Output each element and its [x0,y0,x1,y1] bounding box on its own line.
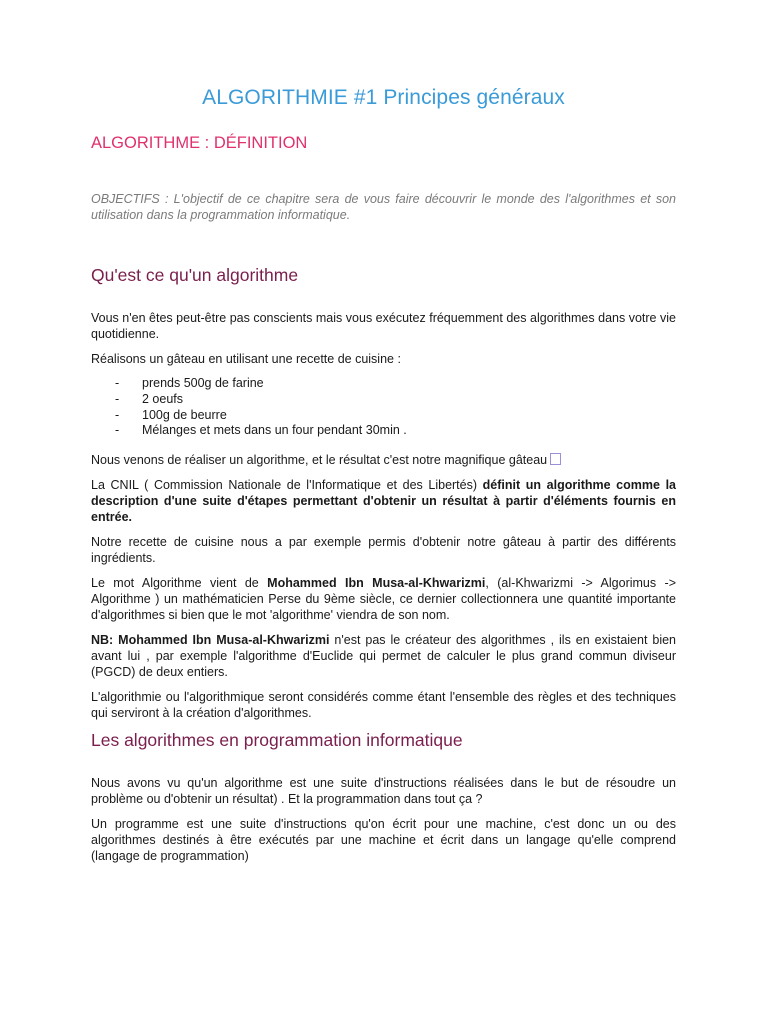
paragraph-text: Le mot Algorithme vient de [91,576,268,591]
list-item-text: 100g de beurre [142,407,227,422]
paragraph-text: La CNIL ( Commission Nationale de l'Informatique et des Libertés) [91,478,483,493]
list-dash: - [115,391,120,406]
list-item [115,423,676,439]
paragraph: Nous avons vu qu'un algorithme est une suite d'instructions réalisées dans le but de résoudre un problème ou d'obtenir un résultat) . Et la programmation dans tout ça ? [91,776,676,807]
page-title: ALGORITHMIE #1 Principes généraux [202,86,565,109]
list-item [115,408,676,424]
objectives-text: OBJECTIFS : L'objectif de ce chapitre sera de vous faire découvrir le monde des l'algorithmes et son utilisation dans la programmation informatique. [91,192,676,222]
bold-note: NB: Mohammed Ibn Musa-al-Khwarizmi [91,633,330,648]
paragraph: L'algorithmie ou l'algorithmique seront considérés comme étant l'ensemble des règles et des techniques qui serviront à la création d'algorithmes. [91,690,676,721]
paragraph: Réalisons un gâteau en utilisant une recette de cuisine : [91,352,401,366]
paragraph [91,452,676,468]
paragraph [91,632,676,680]
bold-definition: définit un algorithme comme la description d'une suite d'étapes permettant d'obtenir un résultat à partir d'éléments fournis en entrée. [91,478,677,525]
document-content [91,86,676,873]
bold-name: Mohammed Ibn Musa-al-Khwarizmi [267,576,486,591]
paragraph-text: Nous venons de réaliser un algorithme, et le résultat c'est notre magnifique gâteau [91,453,548,468]
recipe-list [91,376,676,439]
list-dash: - [115,376,120,390]
page-subtitle: ALGORITHME : DÉFINITION [91,134,308,152]
list-item-text: prends 500g de farine [142,376,264,390]
paragraph [91,477,676,525]
list-item [115,392,676,408]
paragraph-text: n'est pas le créateur des algorithmes , ils en existaient bien avant lui , par exemple l'algorithme d'Euclide qui permet de calculer le plus grand commun diviseur (PGCD) de deux entiers. [91,633,677,680]
paragraph-text: , (al-Khwarizmi -> Algorimus -> Algorithme ) un mathématicien Perse du 9ème siècle, ce dernier collectionnera une quantité importante d'algorithmes si bien que le mot 'algorithme' viendra de son nom. [91,576,677,623]
placeholder-box-icon [550,453,561,465]
paragraph [91,575,676,623]
section-heading-programming: Les algorithmes en programmation informatique [91,730,463,751]
list-item-text: 2 oeufs [142,391,184,406]
section-heading-what-is-algorithm: Qu'est ce qu'un algorithme [91,265,299,285]
paragraph: Notre recette de cuisine nous a par exemple permis d'obtenir notre gâteau à partir des différents ingrédients. [91,535,676,566]
paragraph: Un programme est une suite d'instructions qu'on écrit pour une machine, c'est donc un ou des algorithmes destinés à être exécutés par une machine et écrit dans un langage qu'elle comprend (langage de programmation) [91,817,676,864]
list-dash: - [115,407,120,422]
list-item [115,376,676,392]
paragraph: Vous n'en êtes peut-être pas conscients mais vous exécutez fréquemment des algorithmes dans votre vie quotidienne. [91,311,676,341]
list-item-text: Mélanges et mets dans un four pendant 30min . [142,423,407,438]
list-dash: - [115,423,120,438]
